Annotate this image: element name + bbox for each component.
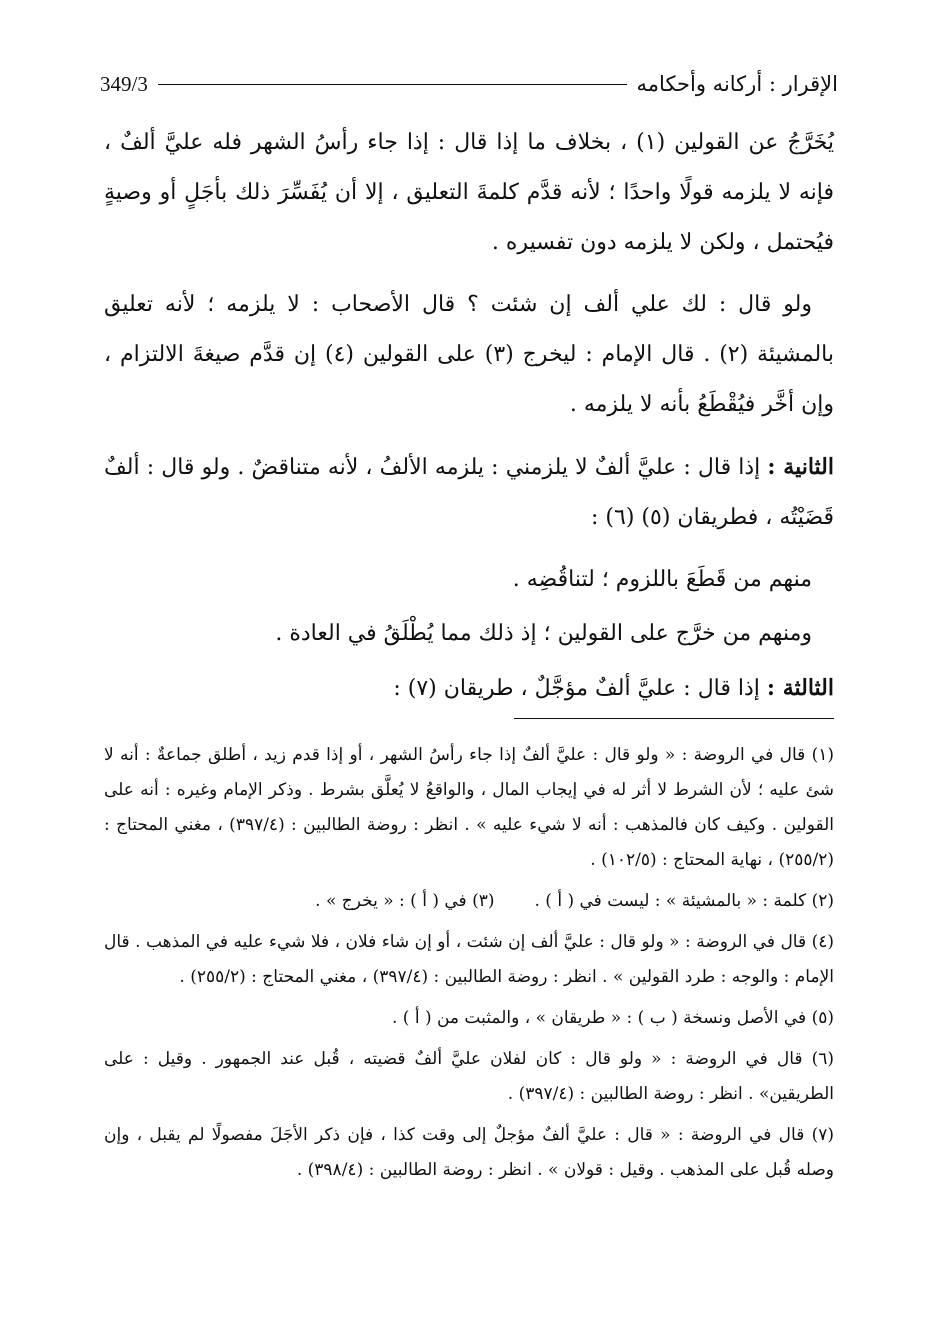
paragraph-6-text: إذا قال : عليَّ ألفٌ مؤجَّلٌ ، طريقان (٧) : [393, 676, 760, 701]
footnote-5: (٥) في الأصل ونسخة ( ب ) : « طريقان » ، والمثبت من ( أ ) . [391, 1008, 834, 1028]
section-label-third: الثالثة : [766, 675, 834, 701]
footnotes [104, 738, 834, 1194]
running-title: الإقرار : أركانه وأحكامه [636, 72, 838, 96]
section-label-second: الثانية : [767, 454, 834, 480]
footnote-divider [514, 718, 834, 719]
paragraph-6 [104, 663, 834, 714]
footnote-7: (٧) قال في الروضة : « قال : عليَّ ألفٌ مؤجلٌ إلى وقت كذا ، فإن ذكر الأجَلَ مفصولًا لم يقبل ، وإن وصله قُبل على المذهب . وقيل : قولان » . انظر : روضة الطالبين : (٣٩٨/٤) . [104, 1125, 834, 1180]
page-number: 349/3 [100, 71, 148, 96]
footnote-6: (٦) قال في الروضة : « ولو قال : كان لفلان عليَّ ألفٌ قضيته ، قُبل عند الجمهور . وقيل : على الطريقين» . انظر : روضة الطالبين : (٣٩٧/٤) . [104, 1049, 834, 1104]
footnote-row-2-3 [104, 884, 834, 919]
paragraph-4: منهم من قَطَعَ باللزوم ؛ لتناقُضِه . [512, 567, 812, 592]
paragraph-5: ومنهم من خرَّج على القولين ؛ إذ ذلك مما يُطْلَقُ في العادة . [275, 621, 812, 646]
header-rule [158, 84, 627, 85]
footnote-4: (٤) قال في الروضة : « ولو قال : عليَّ ألف إن شئت ، أو إن شاء فلان ، فلا شيء عليه في المذهب . قال الإمام : والوجه : طرد القولين » . انظر : روضة الطالبين : (٣٩٧/٤) ، مغني المحتاج : (٢٥٥/٢) . [104, 932, 834, 987]
main-text [104, 118, 834, 726]
paragraph-1: يُخَرَّجُ عن القولين (١) ، بخلاف ما إذا قال : إذا جاء رأسُ الشهر فله عليَّ ألفٌ ، فإنه لا يلزمه قولًا واحدًا ؛ لأنه قدَّم كلمةَ التعليق ، إلا أن يُفَسِّرَ ذلك بأجَلٍ أو وصيةٍ فيُحتمل ، ولكن لا يلزمه دون تفسيره . [104, 130, 835, 255]
footnote-1: (١) قال في الروضة : « ولو قال : عليَّ ألفٌ إذا جاء رأسُ الشهر ، أو إذا قدم زيد ، أطلق جماعةٌ : أنه لا شئ عليه ؛ لأن الشرط لا أثر له في إيجاب المال ، والواقعُ لا يُعلَّق بشرط . وذكر الإمام وغيره : أنه على القولين . وكيف كان فالمذهب : أنه لا شيء عليه » . انظر : روضة الطالبين : (٣٩٧/٤) ، مغني المحتاج : (٢٥٥/٢) ، نهاية المحتاج : (١٠٢/٥) . [104, 745, 834, 870]
page-header [100, 66, 838, 102]
paragraph-3-text: إذا قال : عليَّ ألفٌ لا يلزمني : يلزمه الألفُ ، لأنه متناقضٌ . ولو قال : ألفٌ قَضَيْتُه ، فطريقان (٥) (٦) : [104, 455, 834, 530]
footnote-2: (٢) كلمة : « بالمشيئة » : ليست في ( أ ) . [534, 891, 834, 911]
paragraph-2: ولو قال : لك علي ألف إن شئت ؟ قال الأصحاب : لا يلزمه ؛ لأنه تعليق بالمشيئة (٢) . قال الإمام : ليخرج (٣) على القولين (٤) إن قدَّم صيغةَ الالتزام ، وإن أخَّر فيُقْطَعُ بأنه لا يلزمه . [104, 292, 835, 417]
footnote-3: (٣) في ( أ ) : « يخرج » . [315, 891, 495, 911]
paragraph-3 [104, 442, 834, 543]
